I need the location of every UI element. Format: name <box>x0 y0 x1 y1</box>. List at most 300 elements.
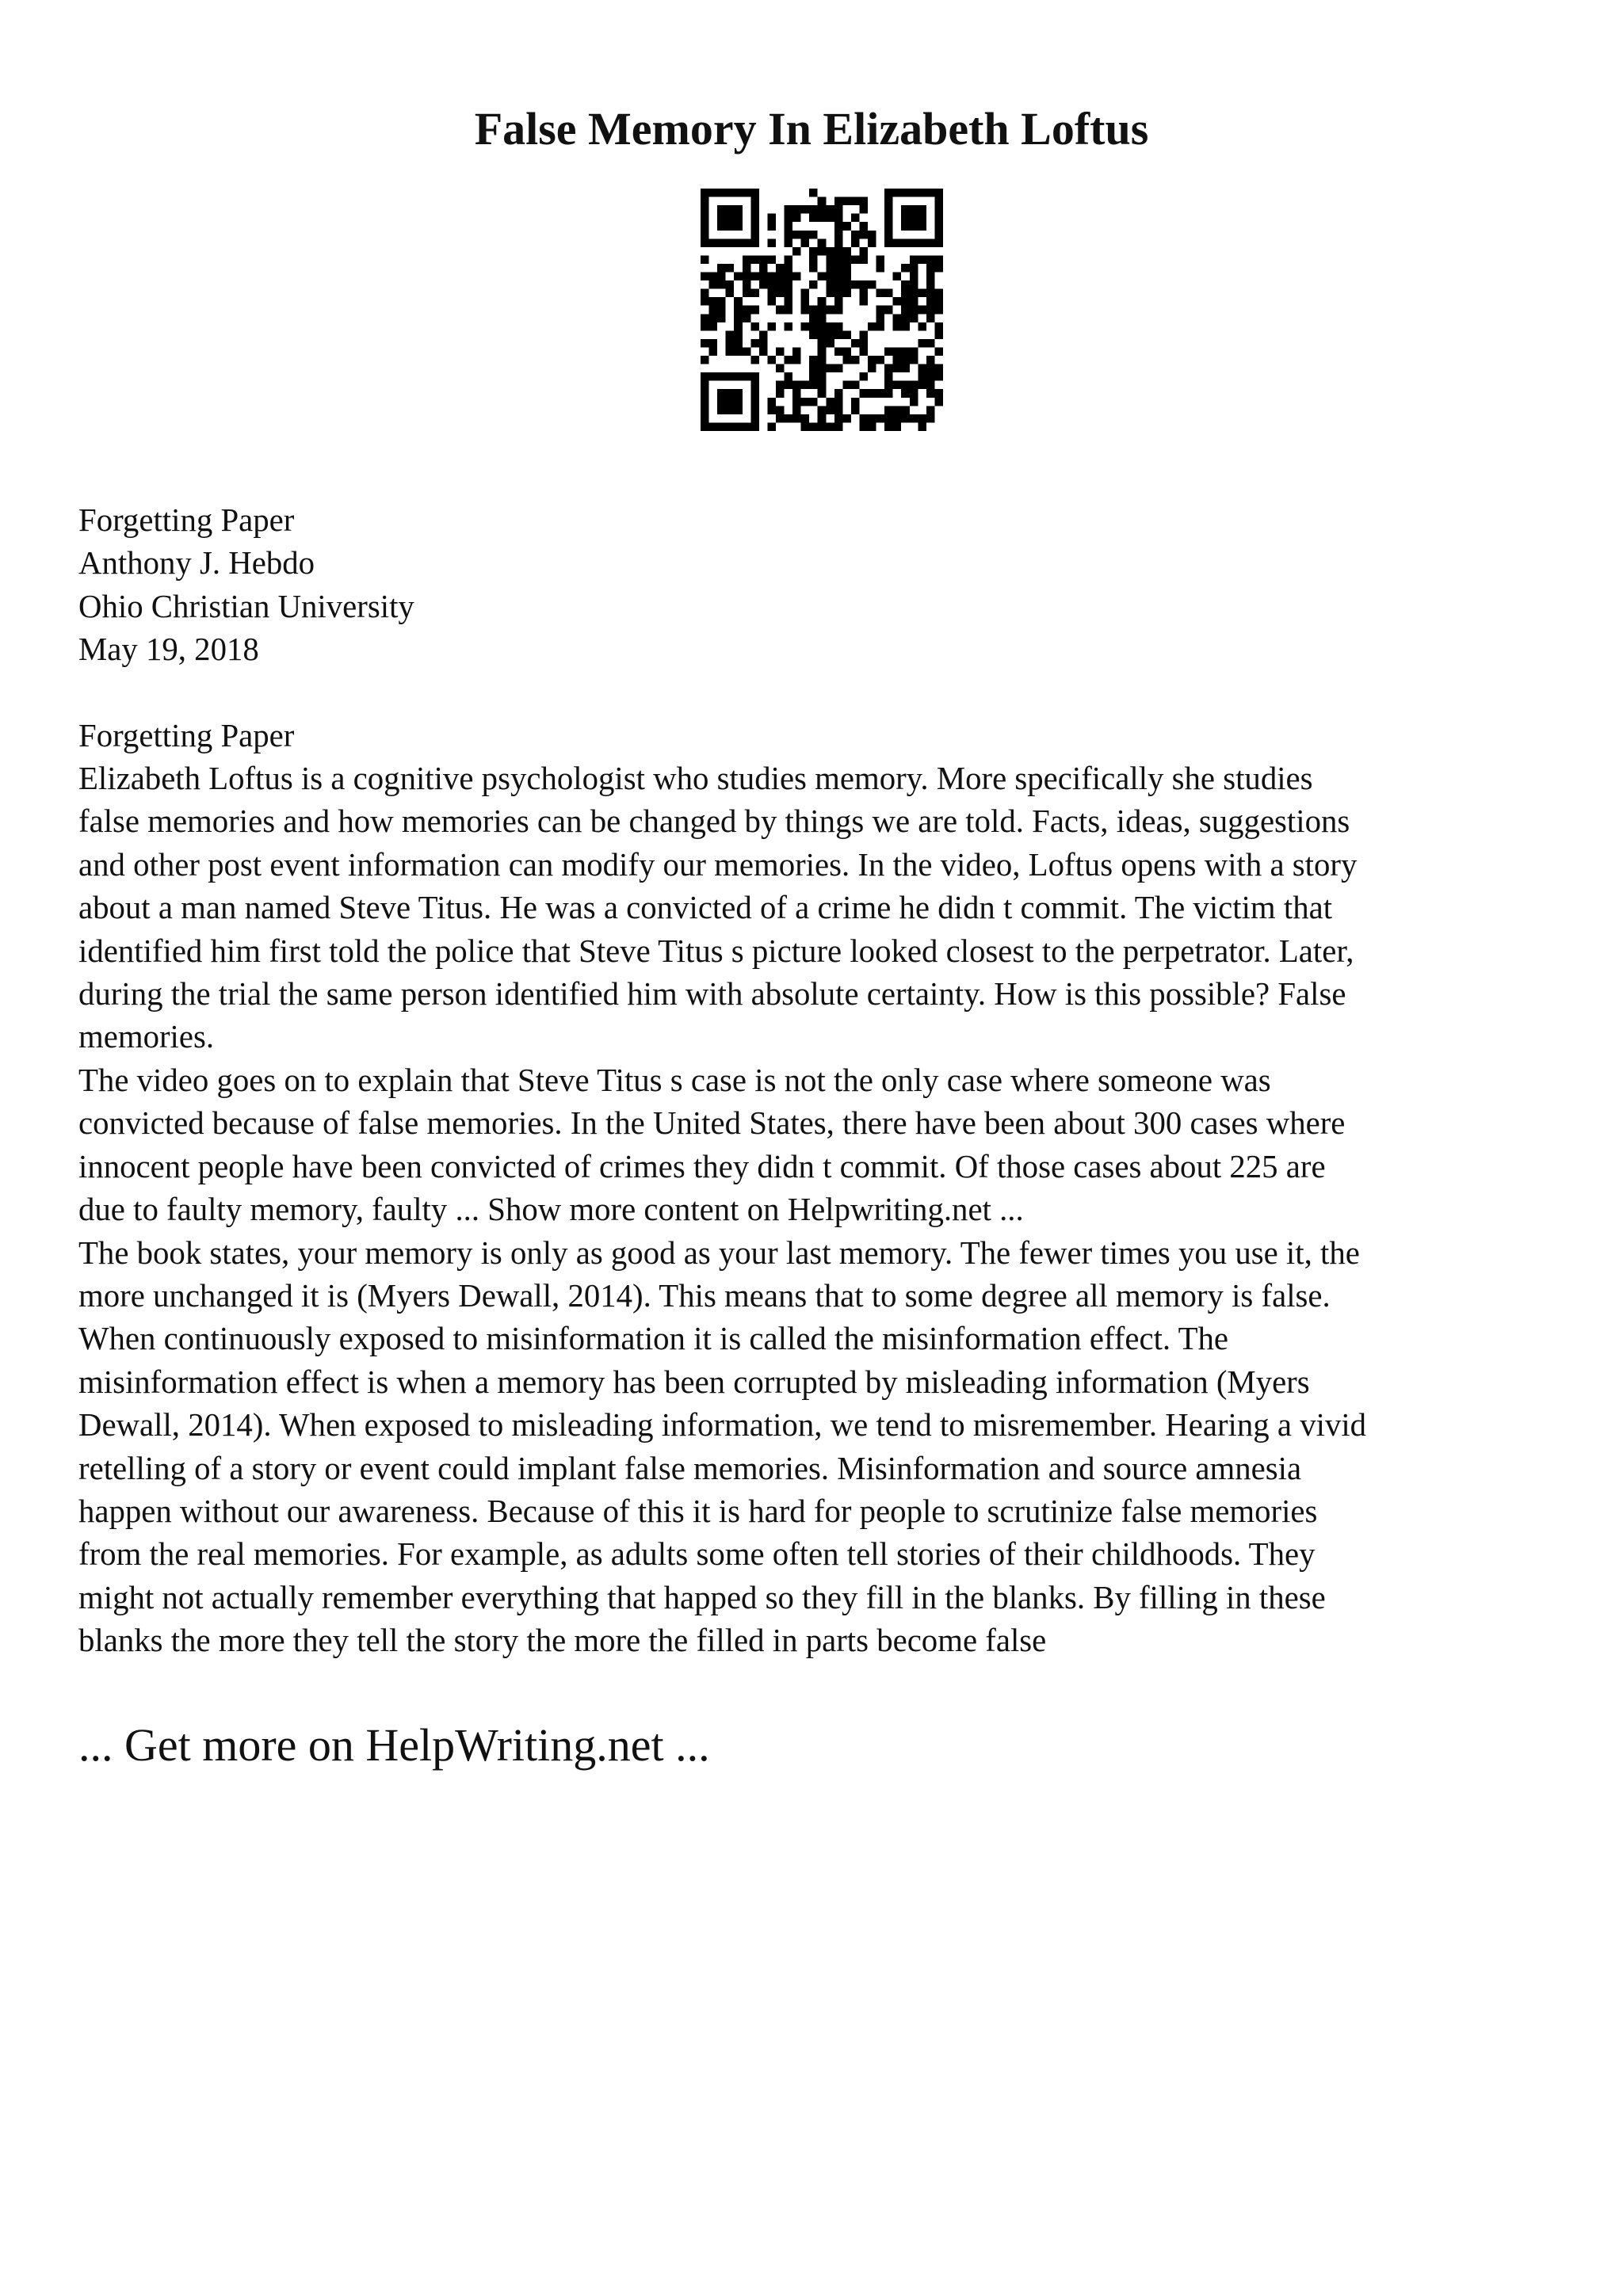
qr-module <box>893 422 902 431</box>
qr-module <box>750 255 759 264</box>
qr-module <box>767 398 776 406</box>
meta-author: Anthony J. Hebdo <box>78 545 315 582</box>
qr-module <box>809 306 818 315</box>
qr-module <box>818 347 827 356</box>
qr-module <box>834 264 843 273</box>
qr-module <box>868 238 876 247</box>
qr-module <box>901 264 910 273</box>
qr-module <box>851 197 860 206</box>
qr-module <box>834 406 843 414</box>
qr-module <box>859 197 868 206</box>
body-line: Dewall, 2014). When exposed to misleading information, we tend to misremember. Hearing a vivid <box>78 1407 1367 1444</box>
qr-module <box>709 297 718 306</box>
qr-module <box>910 289 918 298</box>
qr-module <box>785 414 793 423</box>
qr-module <box>734 389 743 398</box>
qr-module <box>792 406 801 414</box>
qr-module <box>884 364 893 373</box>
qr-module <box>834 422 843 431</box>
qr-module <box>918 364 926 373</box>
qr-module <box>776 289 785 298</box>
qr-module <box>801 322 810 331</box>
qr-module <box>876 414 885 423</box>
qr-module <box>851 231 860 239</box>
qr-module <box>743 372 751 381</box>
qr-module <box>734 422 743 431</box>
qr-module <box>901 238 910 247</box>
qr-module <box>709 422 718 431</box>
qr-module <box>776 364 785 373</box>
qr-module <box>834 389 843 398</box>
qr-module <box>809 231 818 239</box>
body-line: memories. <box>78 1019 215 1055</box>
qr-module <box>818 406 827 414</box>
qr-module <box>859 247 868 256</box>
qr-module <box>834 289 843 298</box>
qr-module <box>834 205 843 214</box>
qr-module <box>893 238 902 247</box>
qr-module <box>809 322 818 331</box>
qr-module <box>726 330 735 339</box>
qr-module <box>859 389 868 398</box>
qr-module <box>759 280 768 289</box>
qr-module <box>842 330 851 339</box>
qr-module <box>801 205 810 214</box>
qr-module <box>859 222 868 231</box>
qr-module <box>926 406 935 414</box>
body-line: and other post event information can modify our memories. In the video, Loftus opens with a story <box>78 846 1358 883</box>
qr-module <box>785 255 793 264</box>
qr-module <box>701 289 709 298</box>
qr-module <box>834 231 843 239</box>
qr-module <box>743 273 751 281</box>
qr-module <box>910 273 918 281</box>
qr-module <box>767 273 776 281</box>
qr-module <box>910 255 918 264</box>
qr-module <box>918 289 926 298</box>
qr-module <box>818 238 827 247</box>
qr-module <box>834 214 843 223</box>
qr-module <box>717 205 726 214</box>
qr-module <box>884 222 893 231</box>
qr-module <box>750 322 759 331</box>
qr-module <box>734 347 743 356</box>
qr-module <box>901 322 910 331</box>
qr-module <box>726 214 735 223</box>
qr-module <box>934 255 943 264</box>
qr-module <box>809 280 818 289</box>
qr-module <box>709 314 718 322</box>
qr-module <box>709 322 718 331</box>
qr-module <box>926 189 935 197</box>
qr-module <box>859 297 868 306</box>
qr-module <box>934 389 943 398</box>
qr-module <box>859 289 868 298</box>
body-line: might not actually remember everything that happed so they fill in the blanks. By filling in these <box>78 1579 1326 1615</box>
qr-module <box>926 264 935 273</box>
qr-module <box>734 398 743 406</box>
qr-module <box>826 273 834 281</box>
qr-module <box>743 422 751 431</box>
qr-module <box>809 314 818 322</box>
body-line: blanks the more they tell the story the more the filled in parts become false <box>78 1623 1047 1659</box>
qr-module <box>701 356 709 364</box>
body-line: misinformation effect is when a memory has been corrupted by misleading information (Myers <box>78 1363 1310 1400</box>
qr-module <box>818 214 827 223</box>
qr-module <box>901 314 910 322</box>
qr-module <box>734 406 743 414</box>
qr-module <box>818 372 827 381</box>
qr-module <box>818 306 827 315</box>
qr-module <box>934 197 943 206</box>
qr-module <box>750 306 759 315</box>
qr-module <box>918 205 926 214</box>
qr-module <box>776 389 785 398</box>
qr-module <box>717 372 726 381</box>
qr-module <box>868 231 876 239</box>
qr-module <box>701 231 709 239</box>
qr-module <box>826 247 834 256</box>
qr-module <box>926 356 935 364</box>
qr-module <box>859 280 868 289</box>
qr-module <box>926 381 935 390</box>
qr-module <box>750 406 759 414</box>
qr-module <box>893 347 902 356</box>
qr-module <box>910 389 918 398</box>
qr-module <box>726 289 735 298</box>
qr-module <box>809 381 818 390</box>
qr-module <box>792 356 801 364</box>
qr-module <box>809 255 818 264</box>
qr-module <box>834 322 843 331</box>
qr-module <box>876 306 885 315</box>
qr-module <box>767 406 776 414</box>
qr-module <box>859 330 868 339</box>
qr-module <box>750 214 759 223</box>
body-line: about a man named Steve Titus. He was a convicted of a crime he didn t commit. The victim that <box>78 890 1333 926</box>
qr-module <box>759 339 768 348</box>
qr-module <box>785 205 793 214</box>
qr-module <box>859 347 868 356</box>
qr-module <box>901 280 910 289</box>
qr-module <box>826 255 834 264</box>
qr-module <box>884 197 893 206</box>
qr-module <box>834 330 843 339</box>
qr-module <box>743 264 751 273</box>
qr-module <box>842 381 851 390</box>
qr-module <box>884 389 893 398</box>
qr-module <box>785 289 793 298</box>
qr-module <box>868 322 876 331</box>
qr-module <box>926 255 935 264</box>
qr-module <box>701 422 709 431</box>
qr-module <box>918 422 926 431</box>
qr-module <box>818 273 827 281</box>
qr-module <box>701 398 709 406</box>
qr-module <box>842 280 851 289</box>
show-more-line[interactable]: due to faulty memory, faulty ... Show more content on Helpwriting.net ... <box>78 1192 1024 1228</box>
qr-module <box>759 255 768 264</box>
qr-module <box>926 414 935 423</box>
qr-module <box>834 247 843 256</box>
qr-module <box>743 238 751 247</box>
qr-module <box>910 280 918 289</box>
qr-module <box>776 273 785 281</box>
qr-module <box>785 306 793 315</box>
qr-module <box>818 339 827 348</box>
qr-module <box>701 273 709 281</box>
qr-module <box>910 381 918 390</box>
qr-module <box>884 214 893 223</box>
qr-module <box>901 347 910 356</box>
qr-module <box>818 197 827 206</box>
qr-module <box>785 372 793 381</box>
qr-module <box>884 372 893 381</box>
qr-module <box>876 356 885 364</box>
qr-module <box>743 255 751 264</box>
qr-module <box>792 414 801 423</box>
qr-module <box>910 205 918 214</box>
qr-module <box>901 406 910 414</box>
qr-module <box>734 273 743 281</box>
get-more-link[interactable]: ... Get more on HelpWriting.net ... <box>78 1719 710 1771</box>
qr-module <box>750 222 759 231</box>
qr-module <box>717 273 726 281</box>
qr-module <box>709 189 718 197</box>
qr-module <box>792 214 801 223</box>
qr-module <box>910 347 918 356</box>
document-title: False Memory In Elizabeth Loftus <box>474 103 1149 154</box>
qr-module <box>776 280 785 289</box>
qr-module <box>767 422 776 431</box>
qr-module <box>792 398 801 406</box>
qr-module <box>776 381 785 390</box>
qr-module <box>876 255 885 264</box>
qr-module <box>893 356 902 364</box>
qr-module <box>910 306 918 315</box>
qr-module <box>859 205 868 214</box>
qr-module <box>809 364 818 373</box>
qr-module <box>884 289 893 298</box>
qr-module <box>750 422 759 431</box>
qr-module <box>750 205 759 214</box>
qr-module <box>726 389 735 398</box>
qr-module <box>826 306 834 315</box>
qr-module <box>818 247 827 256</box>
qr-module <box>851 255 860 264</box>
qr-module <box>910 398 918 406</box>
qr-module <box>893 381 902 390</box>
author-info <box>78 499 1568 672</box>
qr-module <box>726 347 735 356</box>
qr-module <box>934 398 943 406</box>
qr-module <box>901 356 910 364</box>
qr-module <box>734 205 743 214</box>
qr-module <box>834 273 843 281</box>
qr-module <box>842 289 851 298</box>
qr-module <box>884 422 893 431</box>
qr-module <box>701 238 709 247</box>
qr-module <box>834 238 843 247</box>
qr-module <box>776 406 785 414</box>
qr-module <box>818 381 827 390</box>
qr-module <box>893 364 902 373</box>
qr-module <box>868 389 876 398</box>
qr-module <box>901 222 910 231</box>
qr-module <box>926 273 935 281</box>
qr-module <box>926 306 935 315</box>
qr-module <box>918 189 926 197</box>
qr-module <box>868 364 876 373</box>
qr-module <box>934 372 943 381</box>
qr-module <box>785 214 793 223</box>
qr-module <box>918 322 926 331</box>
qr-module <box>726 372 735 381</box>
qr-module <box>842 273 851 281</box>
body-line: When continuously exposed to misinformation it is called the misinformation effect. The <box>78 1321 1228 1357</box>
spacer <box>78 672 1568 715</box>
qr-module <box>884 306 893 315</box>
qr-module <box>734 238 743 247</box>
qr-module <box>934 330 943 339</box>
qr-module <box>785 222 793 231</box>
qr-module <box>876 264 885 273</box>
qr-module <box>893 322 902 331</box>
qr-module <box>818 356 827 364</box>
qr-module <box>868 422 876 431</box>
qr-module <box>934 347 943 356</box>
qr-module <box>701 222 709 231</box>
qr-module <box>809 205 818 214</box>
qr-module <box>893 273 902 281</box>
qr-module <box>785 273 793 281</box>
qr-module <box>701 314 709 322</box>
qr-module <box>834 306 843 315</box>
qr-module <box>750 189 759 197</box>
qr-module <box>851 339 860 348</box>
qr-module <box>910 314 918 322</box>
body-line: during the trial the same person identified him with absolute certainty. How is this possible? False <box>78 976 1346 1013</box>
qr-module <box>717 280 726 289</box>
qr-module <box>701 414 709 423</box>
qr-module <box>701 214 709 223</box>
qr-module <box>934 189 943 197</box>
qr-module <box>893 189 902 197</box>
qr-module <box>918 222 926 231</box>
qr-module <box>893 406 902 414</box>
qr-module <box>842 255 851 264</box>
qr-module <box>701 389 709 398</box>
qr-module <box>934 306 943 315</box>
qr-module <box>818 422 827 431</box>
qr-module <box>767 356 776 364</box>
qr-module <box>785 297 793 306</box>
meta-institution: Ohio Christian University <box>78 588 414 624</box>
body-line: false memories and how memories can be changed by things we are told. Facts, ideas, suggestions <box>78 803 1350 840</box>
qr-module <box>726 422 735 431</box>
qr-module <box>776 414 785 423</box>
qr-module <box>926 339 935 348</box>
qr-module <box>934 205 943 214</box>
qr-module <box>801 306 810 315</box>
qr-module <box>910 189 918 197</box>
body-line: from the real memories. For example, as adults some often tell stories of their childhoods. They <box>78 1536 1316 1573</box>
qr-module <box>717 306 726 315</box>
qr-module <box>901 389 910 398</box>
qr-module <box>826 422 834 431</box>
qr-module <box>826 205 834 214</box>
qr-module <box>743 347 751 356</box>
qr-module <box>709 280 718 289</box>
qr-module <box>717 422 726 431</box>
qr-module <box>901 297 910 306</box>
body-line: The book states, your memory is only as good as your last memory. The fewer times you use it, the <box>78 1234 1360 1271</box>
qr-module <box>826 322 834 331</box>
qr-module <box>918 414 926 423</box>
qr-module <box>818 364 827 373</box>
qr-module <box>884 414 893 423</box>
qr-module <box>750 339 759 348</box>
qr-module <box>910 414 918 423</box>
qr-module <box>842 222 851 231</box>
qr-module <box>918 372 926 381</box>
qr-module <box>809 214 818 223</box>
body-heading: Forgetting Paper <box>78 717 295 753</box>
qr-module <box>750 381 759 390</box>
qr-module <box>842 414 851 423</box>
qr-module <box>901 306 910 315</box>
qr-module <box>910 222 918 231</box>
qr-module <box>785 356 793 364</box>
qr-module <box>934 264 943 273</box>
qr-module <box>776 347 785 356</box>
qr-module <box>859 372 868 381</box>
qr-module <box>818 297 827 306</box>
qr-module <box>826 280 834 289</box>
body-line: innocent people have been convicted of crimes they didn t commit. Of those cases about 225 are <box>78 1148 1326 1184</box>
qr-module <box>851 356 860 364</box>
qr-module <box>884 205 893 214</box>
qr-module <box>851 214 860 223</box>
qr-module <box>834 297 843 306</box>
qr-module <box>792 347 801 356</box>
qr-module <box>809 372 818 381</box>
qr-module <box>818 314 827 322</box>
qr-module <box>918 238 926 247</box>
qr-module <box>901 214 910 223</box>
qr-module <box>826 214 834 223</box>
qr-module <box>767 255 776 264</box>
qr-module <box>926 238 935 247</box>
qr-module <box>868 280 876 289</box>
qr-module <box>801 422 810 431</box>
meta-date: May 19, 2018 <box>78 631 259 668</box>
qr-module <box>785 231 793 239</box>
qr-module <box>934 238 943 247</box>
qr-module <box>750 289 759 298</box>
qr-module <box>809 422 818 431</box>
qr-module <box>809 189 818 197</box>
qr-module <box>801 414 810 423</box>
qr-module <box>750 398 759 406</box>
qr-module <box>743 189 751 197</box>
qr-module <box>792 247 801 256</box>
qr-module <box>701 197 709 206</box>
qr-module <box>901 381 910 390</box>
qr-module <box>842 356 851 364</box>
qr-module <box>826 330 834 339</box>
qr-module <box>717 314 726 322</box>
